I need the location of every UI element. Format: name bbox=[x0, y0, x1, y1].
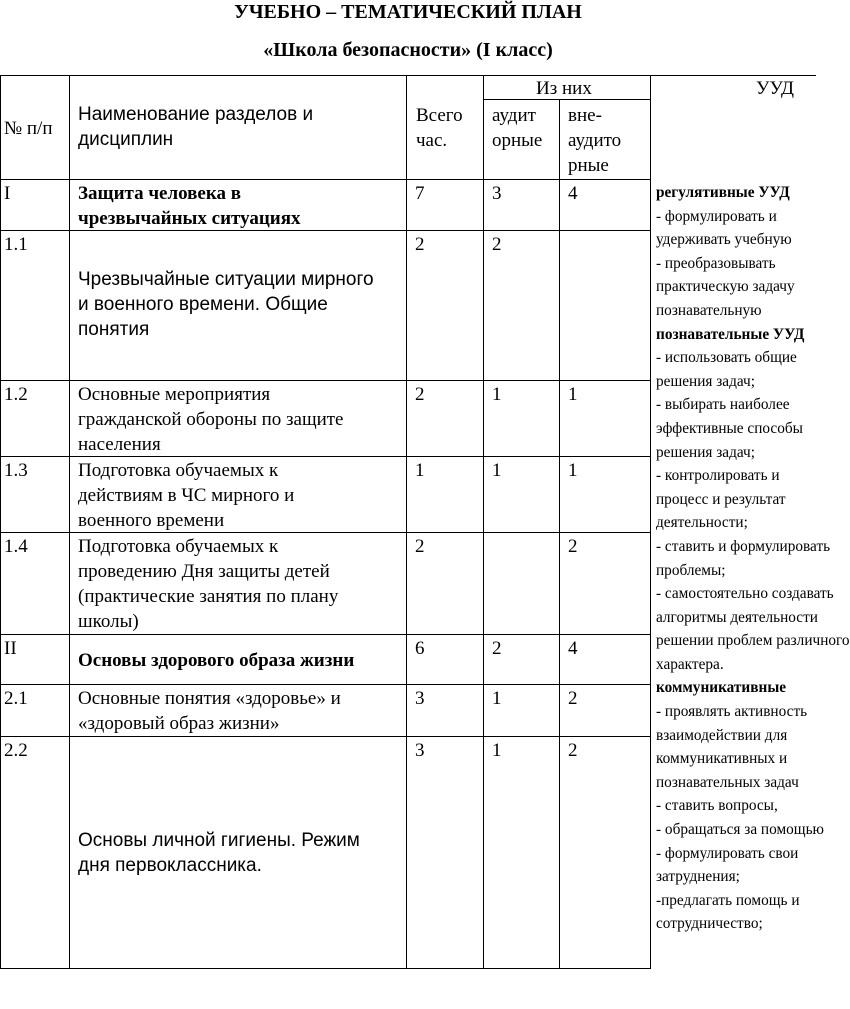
row-total: 7 bbox=[415, 183, 425, 204]
uud-line: регулятивные УУД bbox=[656, 184, 790, 201]
row-vne: 2 bbox=[568, 740, 578, 761]
row-aud: 2 bbox=[492, 638, 502, 659]
table-col-line bbox=[69, 75, 70, 969]
row-vne: 1 bbox=[568, 460, 578, 481]
row-total: 2 bbox=[415, 234, 425, 255]
row-num: II bbox=[4, 638, 17, 659]
table-line-row bbox=[0, 736, 650, 737]
row-aud: 2 bbox=[492, 234, 502, 255]
table-border-bottom bbox=[0, 968, 650, 969]
uud-line: решения задач; bbox=[656, 443, 755, 461]
uud-line: - выбирать наиболее bbox=[656, 396, 790, 414]
row-vne: 4 bbox=[568, 183, 578, 204]
row-vne: 2 bbox=[568, 536, 578, 557]
row-name: Основы здорового образа жизни bbox=[78, 650, 355, 671]
row-num: 1.3 bbox=[4, 460, 28, 481]
uud-column-text bbox=[656, 181, 850, 936]
table-col-line bbox=[650, 75, 651, 969]
uud-line: коммуникативные bbox=[656, 679, 787, 697]
row-aud: 3 bbox=[492, 183, 502, 204]
table-border-left bbox=[0, 75, 1, 969]
uud-line: деятельности; bbox=[656, 514, 748, 532]
header-num: № п/п bbox=[4, 118, 53, 139]
uud-line: решения задач; bbox=[656, 372, 755, 390]
header-total: Всего час. bbox=[416, 105, 463, 151]
row-aud: 1 bbox=[492, 384, 502, 405]
row-total: 2 bbox=[415, 536, 425, 557]
uud-line: познавательные УУД bbox=[656, 325, 805, 343]
row-name: Подготовка обучаемых к проведению Дня защиты детей (практические занятия по плану школы) bbox=[78, 536, 339, 632]
row-total: 2 bbox=[415, 384, 425, 405]
row-num: 1.1 bbox=[4, 234, 28, 255]
uud-line: коммуникативных и bbox=[656, 750, 788, 768]
uud-line: проблемы; bbox=[656, 561, 726, 579]
table-border-top bbox=[0, 75, 816, 76]
uud-line: затруднения; bbox=[656, 868, 740, 886]
row-name: Основные мероприятия гражданской обороны по защите населения bbox=[78, 384, 344, 455]
row-vne: 4 bbox=[568, 638, 578, 659]
uud-line: познавательных задач bbox=[656, 773, 799, 791]
uud-line: - преобразовывать bbox=[656, 254, 776, 272]
table-line-row bbox=[0, 380, 650, 381]
table-line-header-bottom bbox=[0, 179, 650, 180]
uud-line: - самостоятельно создавать bbox=[656, 585, 834, 603]
row-total: 3 bbox=[415, 740, 425, 761]
row-num: 2.2 bbox=[4, 740, 28, 761]
row-total: 6 bbox=[415, 638, 425, 659]
row-vne: 2 bbox=[568, 688, 578, 709]
table-col-line bbox=[483, 75, 484, 969]
row-vne: 1 bbox=[568, 384, 578, 405]
row-num: 2.1 bbox=[4, 688, 28, 709]
uud-line: практическую задачу bbox=[656, 278, 795, 296]
table-col-line bbox=[406, 75, 407, 969]
uud-line: познавательную bbox=[656, 301, 762, 319]
row-aud: 1 bbox=[492, 740, 502, 761]
uud-line: - ставить вопросы, bbox=[656, 797, 778, 815]
uud-line: процесс и результат bbox=[656, 490, 786, 508]
row-num: 1.4 bbox=[4, 536, 28, 557]
row-name: Подготовка обучаемых к действиям в ЧС мирного и военного времени bbox=[78, 460, 295, 531]
uud-line: - ставить и формулировать bbox=[656, 537, 831, 555]
row-aud: 1 bbox=[492, 460, 502, 481]
row-total: 3 bbox=[415, 688, 425, 709]
header-of-them: Из них bbox=[536, 78, 592, 99]
uud-line: - контролировать и bbox=[656, 467, 780, 485]
row-num: I bbox=[4, 183, 11, 204]
document-subtitle: «Школа безопасности» (I класс) bbox=[263, 39, 553, 61]
row-name: Защита человека в чрезвычайных ситуациях bbox=[78, 183, 301, 229]
uud-line: - проявлять активность bbox=[656, 703, 808, 721]
table-line-row bbox=[0, 684, 650, 685]
document-title: УЧЕБНО – ТЕМАТИЧЕСКИЙ ПЛАН bbox=[234, 1, 582, 23]
uud-line: удерживать учебную bbox=[656, 231, 792, 249]
uud-line: сотрудничество; bbox=[656, 915, 763, 933]
row-total: 1 bbox=[415, 460, 425, 481]
uud-line: - использовать общие bbox=[656, 349, 797, 367]
row-name: Основные понятия «здоровье» и «здоровый образ жизни» bbox=[78, 688, 341, 734]
header-aud: аудит орные bbox=[492, 105, 543, 151]
row-num: 1.2 bbox=[4, 384, 28, 405]
row-name: Основы личной гигиены. Режим дня первоклассника. bbox=[78, 830, 360, 876]
uud-line: взаимодействии для bbox=[656, 726, 788, 744]
uud-line: -предлагать помощь и bbox=[656, 891, 800, 909]
row-aud: 1 bbox=[492, 688, 502, 709]
table-col-line bbox=[559, 99, 560, 969]
uud-line: - формулировать и bbox=[656, 207, 777, 225]
header-vne: вне- аудито рные bbox=[568, 105, 622, 176]
uud-line: алгоритмы деятельности bbox=[656, 608, 818, 626]
uud-line: характера. bbox=[656, 655, 724, 673]
uud-line: эффективные способы bbox=[656, 419, 803, 437]
row-name: Чрезвычайные ситуации мирного и военного времени. Общие понятия bbox=[78, 269, 374, 340]
header-uud: УУД bbox=[756, 78, 794, 99]
uud-line: - формулировать свои bbox=[656, 844, 799, 862]
header-name: Наименование разделов и дисциплин bbox=[78, 104, 314, 150]
uud-line: решении проблем различного bbox=[656, 632, 850, 650]
uud-line: - обращаться за помощью bbox=[656, 821, 824, 839]
table-line-row bbox=[0, 634, 650, 635]
